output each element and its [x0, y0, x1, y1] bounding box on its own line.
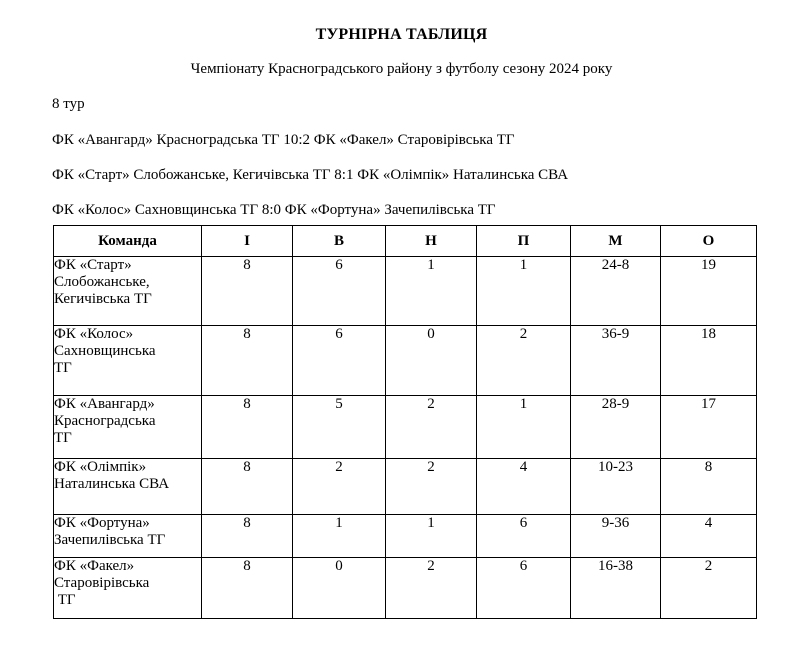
table-row	[54, 459, 757, 515]
team-name-line: Слобожанське,	[54, 274, 150, 290]
team-name-line: ТГ	[54, 592, 76, 608]
team-cell	[54, 257, 202, 326]
played-cell: 8	[202, 558, 293, 619]
drawn-cell: 0	[386, 326, 477, 396]
table-row	[54, 515, 757, 558]
points-cell: 2	[661, 558, 757, 619]
won-cell: 2	[293, 459, 386, 515]
team-name-line: ФК «Авангард»	[54, 396, 155, 412]
page-subtitle: Чемпіонату Красноградського району з футболу сезону 2024 року	[190, 61, 613, 77]
won-cell: 1	[293, 515, 386, 558]
header-team: Команда	[54, 226, 202, 257]
team-name-line: Кегичівська ТГ	[54, 291, 152, 307]
table-header-row	[54, 226, 757, 257]
team-cell	[54, 558, 202, 619]
header-lost: П	[477, 226, 571, 257]
team-cell	[54, 396, 202, 459]
team-name-line: Сахновщинська	[54, 343, 156, 359]
drawn-cell: 2	[386, 396, 477, 459]
points-cell: 19	[661, 257, 757, 326]
points-cell: 8	[661, 459, 757, 515]
goals-cell: 24-8	[571, 257, 661, 326]
won-cell: 5	[293, 396, 386, 459]
goals-cell: 36-9	[571, 326, 661, 396]
round-label: 8 тур	[52, 96, 85, 112]
lost-cell: 4	[477, 459, 571, 515]
won-cell: 0	[293, 558, 386, 619]
won-cell: 6	[293, 326, 386, 396]
played-cell: 8	[202, 326, 293, 396]
table-row	[54, 257, 757, 326]
team-cell	[54, 326, 202, 396]
header-goals: М	[571, 226, 661, 257]
points-cell: 18	[661, 326, 757, 396]
lost-cell: 2	[477, 326, 571, 396]
table-row	[54, 396, 757, 459]
goals-cell: 9-36	[571, 515, 661, 558]
drawn-cell: 1	[386, 257, 477, 326]
team-name-line: Старовірівська	[54, 575, 150, 591]
table-row	[54, 558, 757, 619]
team-cell	[54, 515, 202, 558]
header-drawn: Н	[386, 226, 477, 257]
team-cell	[54, 459, 202, 515]
goals-cell: 16-38	[571, 558, 661, 619]
lost-cell: 6	[477, 558, 571, 619]
team-name-line: ФК «Олімпік»	[54, 459, 147, 475]
team-name-line: ФК «Фортуна»	[54, 515, 150, 531]
won-cell: 6	[293, 257, 386, 326]
played-cell: 8	[202, 515, 293, 558]
lost-cell: 1	[477, 396, 571, 459]
team-name-line: Наталинська СВА	[54, 476, 170, 492]
team-name-line: ТГ	[54, 430, 72, 446]
match-result: ФК «Авангард» Красноградська ТГ 10:2 ФК «Факел» Старовірівська ТГ	[52, 132, 515, 148]
drawn-cell: 2	[386, 558, 477, 619]
team-name-line: ФК «Факел»	[54, 558, 135, 574]
lost-cell: 6	[477, 515, 571, 558]
goals-cell: 10-23	[571, 459, 661, 515]
header-points: О	[661, 226, 757, 257]
team-name-line: Красноградська	[54, 413, 156, 429]
points-cell: 4	[661, 515, 757, 558]
match-result: ФК «Старт» Слобожанське, Кегичівська ТГ 8:1 ФК «Олімпік» Наталинська СВА	[52, 167, 569, 183]
drawn-cell: 2	[386, 459, 477, 515]
goals-cell: 28-9	[571, 396, 661, 459]
team-name-line: ФК «Колос»	[54, 326, 134, 342]
played-cell: 8	[202, 257, 293, 326]
header-won: В	[293, 226, 386, 257]
match-result: ФК «Колос» Сахновщинська ТГ 8:0 ФК «Фортуна» Зачепилівська ТГ	[52, 202, 496, 218]
table-row	[54, 326, 757, 396]
played-cell: 8	[202, 459, 293, 515]
page-title: ТУРНІРНА ТАБЛИЦЯ	[315, 26, 488, 43]
team-name-line: ФК «Старт»	[54, 257, 132, 273]
team-name-line: ТГ	[54, 360, 72, 376]
header-played: І	[202, 226, 293, 257]
points-cell: 17	[661, 396, 757, 459]
drawn-cell: 1	[386, 515, 477, 558]
team-name-line: Зачепилівська ТГ	[54, 532, 166, 548]
lost-cell: 1	[477, 257, 571, 326]
played-cell: 8	[202, 396, 293, 459]
standings-table	[53, 225, 757, 619]
